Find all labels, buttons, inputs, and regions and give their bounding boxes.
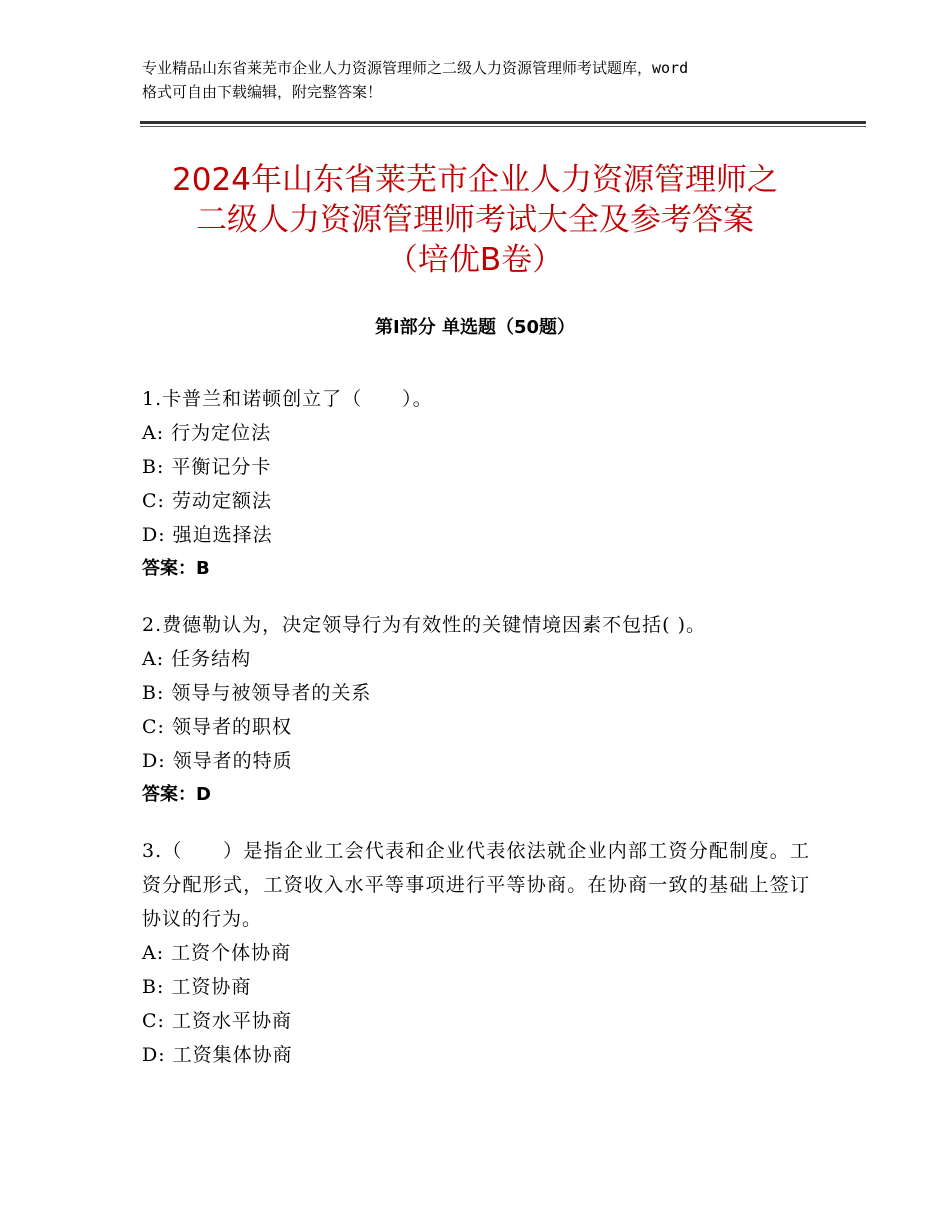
- document-title-line-1: 2024年山东省莱芜市企业人力资源管理师之: [172, 162, 778, 198]
- header-rule-thin: [140, 126, 866, 127]
- option-a: A: 任务结构: [142, 648, 252, 670]
- question-stem: 3.（ ）是指企业工会代表和企业代表依法就企业内部工资分配制度。工资分配形式，工资收入水平等事项进行平等协商。在协商一致的基础上签订协议的行为。: [142, 840, 810, 930]
- option-c: C: 领导者的职权: [142, 716, 292, 738]
- document-title-line-3: （培优B卷）: [386, 242, 564, 278]
- option-a: A: 工资个体协商: [142, 942, 292, 964]
- header-note-line-1: 专业精品山东省莱芜市企业人力资源管理师之二级人力资源管理师考试题库，word: [142, 59, 689, 77]
- option-c: C: 劳动定额法: [142, 490, 272, 512]
- option-d: D: 领导者的特质: [142, 750, 293, 772]
- header-rule-thick: [140, 121, 866, 124]
- answer-label: 答案：D: [142, 784, 211, 805]
- option-b: B: 平衡记分卡: [142, 456, 272, 478]
- question-stem: 2.费德勒认为，决定领导行为有效性的关键情境因素不包括( )。: [142, 614, 706, 636]
- option-b: B: 工资协商: [142, 976, 252, 998]
- answer-label: 答案：B: [142, 558, 210, 579]
- document-title-line-2: 二级人力资源管理师考试大全及参考答案: [196, 202, 754, 238]
- section-title: 第Ⅰ部分 单选题（50题）: [374, 317, 575, 338]
- option-d: D: 强迫选择法: [142, 524, 273, 546]
- header-note-line-2: 格式可自由下载编辑，附完整答案！: [142, 83, 383, 101]
- document-title: [120, 160, 830, 280]
- question-list: [142, 382, 810, 1094]
- option-c: C: 工资水平协商: [142, 1010, 292, 1032]
- header-note: [142, 56, 822, 104]
- option-a: A: 行为定位法: [142, 422, 272, 444]
- option-b: B: 领导与被领导者的关系: [142, 682, 372, 704]
- question-3: [142, 834, 810, 1072]
- question-stem: 1.卡普兰和诺顿创立了（ ）。: [142, 388, 433, 410]
- option-d: D: 工资集体协商: [142, 1044, 293, 1066]
- question-2: [142, 608, 810, 812]
- question-1: [142, 382, 810, 586]
